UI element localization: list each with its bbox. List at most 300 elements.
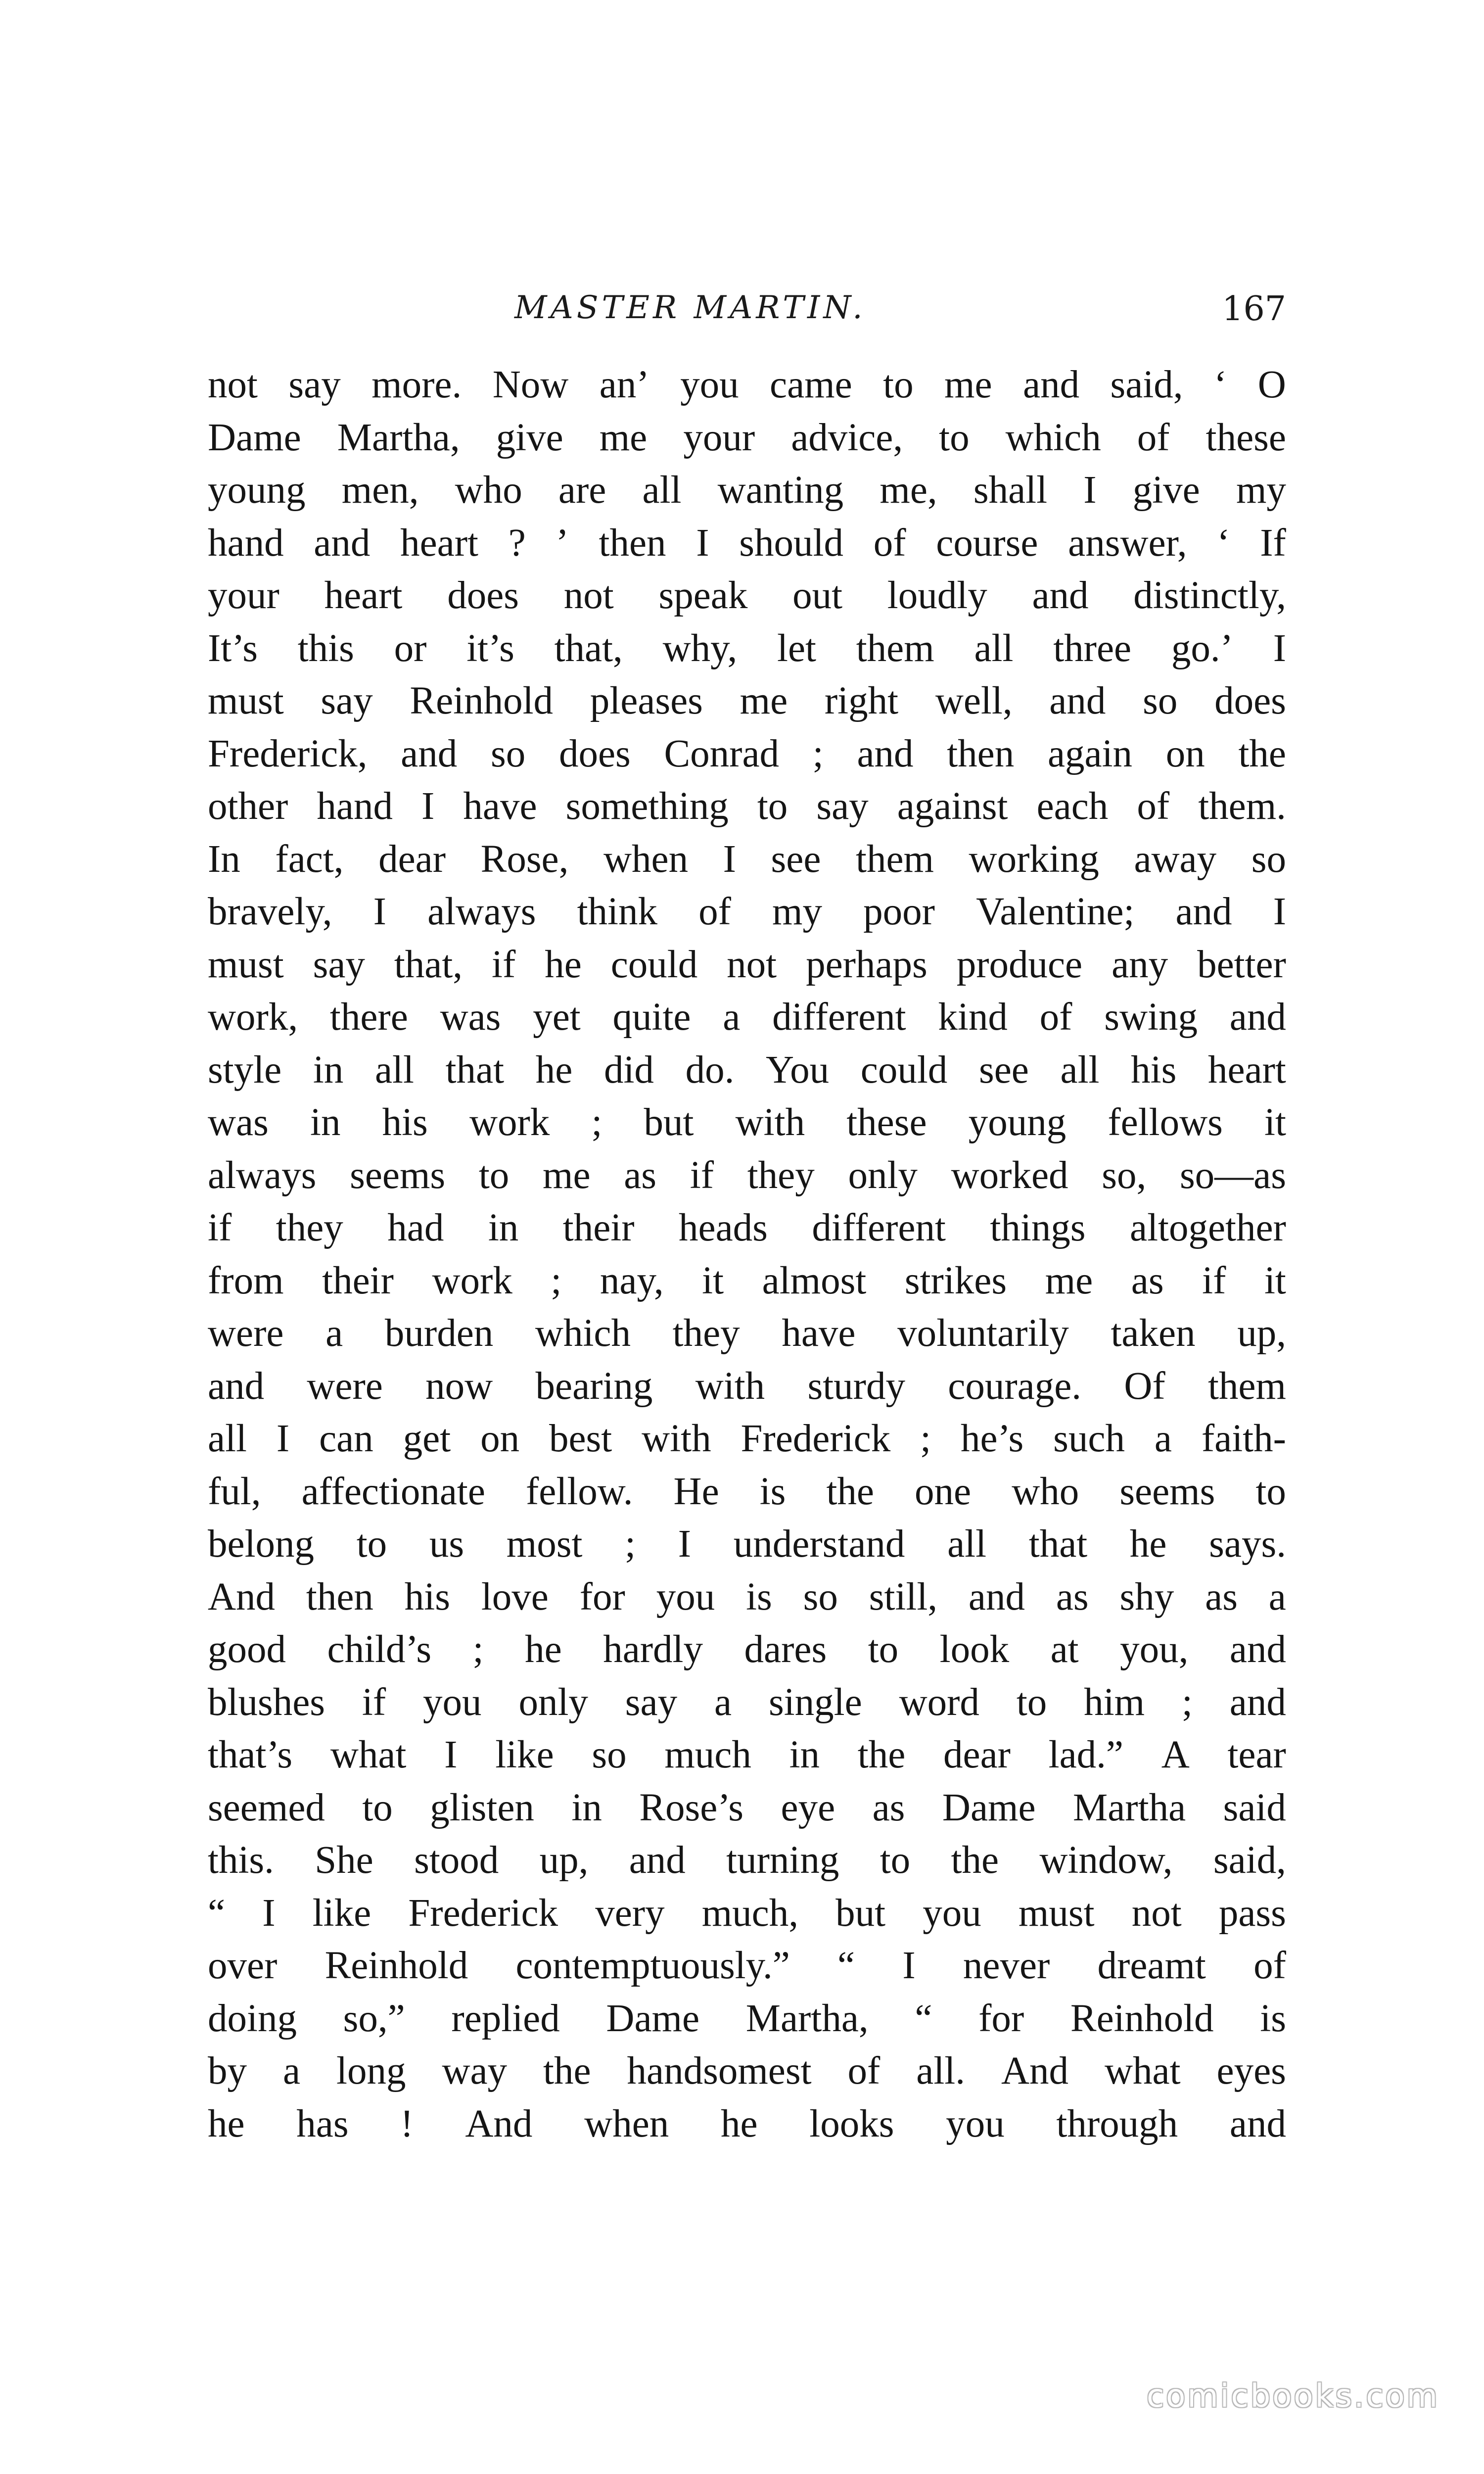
word: love bbox=[481, 1575, 549, 1618]
word: voluntarily bbox=[897, 1312, 1069, 1355]
word: right bbox=[824, 679, 899, 722]
text-line bbox=[208, 1887, 1286, 1940]
word: I bbox=[1273, 626, 1286, 670]
word: work, bbox=[208, 996, 298, 1039]
word: shy bbox=[1119, 1575, 1174, 1618]
word: “ bbox=[208, 1891, 226, 1935]
word: Rose’s bbox=[639, 1786, 744, 1829]
word: perhaps bbox=[806, 943, 928, 986]
word: and bbox=[857, 732, 914, 775]
word: something bbox=[565, 785, 729, 828]
word: almost bbox=[762, 1259, 867, 1302]
word: Frederick, bbox=[208, 732, 368, 775]
word: hand bbox=[317, 785, 393, 828]
word: see bbox=[978, 1048, 1029, 1092]
word: to bbox=[362, 1786, 393, 1829]
word: heart bbox=[1207, 1048, 1286, 1092]
word: ‘ bbox=[1214, 363, 1227, 406]
word: with bbox=[735, 1101, 805, 1144]
word: wanting bbox=[717, 469, 844, 512]
word: as bbox=[1205, 1575, 1238, 1618]
word: have bbox=[463, 785, 537, 828]
word: that, bbox=[394, 943, 463, 986]
word: style bbox=[208, 1048, 282, 1092]
text-line bbox=[208, 728, 1286, 781]
word: shall bbox=[973, 469, 1048, 512]
word: of bbox=[698, 890, 731, 933]
word: hardly bbox=[603, 1628, 703, 1671]
word: their bbox=[562, 1206, 635, 1249]
word: always bbox=[427, 890, 536, 933]
word: replied bbox=[451, 1997, 560, 2040]
word: of bbox=[1253, 1944, 1286, 1987]
word: a bbox=[1154, 1417, 1172, 1460]
word: speak bbox=[658, 574, 748, 617]
word: Dame bbox=[606, 1997, 700, 2040]
word: ; bbox=[472, 1628, 484, 1671]
word: that bbox=[445, 1048, 505, 1092]
word: window, bbox=[1039, 1839, 1173, 1882]
word: he’s bbox=[960, 1417, 1024, 1460]
word: altogether bbox=[1130, 1206, 1286, 1249]
word: long bbox=[336, 2049, 406, 2093]
word: or bbox=[394, 626, 427, 670]
word: your bbox=[683, 416, 755, 459]
text-line bbox=[208, 1255, 1286, 1308]
word: of bbox=[1137, 785, 1170, 828]
word: much bbox=[664, 1733, 751, 1776]
text-line bbox=[208, 1571, 1286, 1624]
word: Martha, bbox=[337, 416, 460, 459]
word: so bbox=[803, 1575, 838, 1618]
word: the bbox=[826, 1470, 874, 1513]
word: ; bbox=[625, 1522, 636, 1566]
word: answer, bbox=[1068, 521, 1187, 565]
word: still, bbox=[869, 1575, 938, 1618]
word: all bbox=[947, 1522, 987, 1566]
word: me bbox=[740, 679, 788, 722]
word: say bbox=[321, 679, 373, 722]
word: a bbox=[714, 1680, 732, 1724]
text-line bbox=[208, 1096, 1286, 1149]
word: these bbox=[1206, 416, 1286, 459]
text-line bbox=[208, 2045, 1286, 2098]
word: like bbox=[495, 1733, 554, 1776]
word: sturdy bbox=[807, 1364, 905, 1408]
word: Reinhold bbox=[325, 1944, 468, 1987]
word: as bbox=[624, 1153, 657, 1197]
word: in bbox=[313, 1048, 344, 1092]
word: so bbox=[1251, 837, 1286, 881]
word: to bbox=[478, 1153, 510, 1197]
word: “ bbox=[837, 1944, 855, 1987]
text-line bbox=[208, 991, 1286, 1044]
word: men, bbox=[341, 469, 419, 512]
word: an’ bbox=[599, 363, 649, 406]
word: things bbox=[990, 1206, 1086, 1249]
word: me, bbox=[880, 469, 937, 512]
word: And bbox=[465, 2102, 533, 2145]
word: that, bbox=[554, 626, 623, 670]
text-line bbox=[208, 2098, 1286, 2151]
word: seems bbox=[350, 1153, 446, 1197]
word: eye bbox=[781, 1786, 835, 1829]
text-line bbox=[208, 1149, 1286, 1202]
text-line bbox=[208, 780, 1286, 833]
word: Of bbox=[1124, 1364, 1165, 1408]
word: then bbox=[306, 1575, 373, 1618]
word: I bbox=[421, 785, 435, 828]
word: and bbox=[629, 1839, 686, 1882]
word: look bbox=[939, 1628, 1010, 1671]
word: then bbox=[947, 732, 1015, 775]
word: this bbox=[297, 626, 354, 670]
word: well, bbox=[935, 679, 1013, 722]
word: I bbox=[723, 837, 736, 881]
word: courage. bbox=[948, 1364, 1082, 1408]
word: now bbox=[425, 1364, 493, 1408]
word: Valentine; bbox=[976, 890, 1135, 933]
word: say bbox=[288, 363, 341, 406]
word: It’s bbox=[208, 626, 258, 670]
word: child’s bbox=[327, 1628, 432, 1671]
word: me bbox=[599, 416, 648, 459]
text-line bbox=[208, 1729, 1286, 1782]
word: your bbox=[208, 574, 279, 617]
word: to bbox=[880, 1839, 911, 1882]
word: he bbox=[720, 2102, 758, 2145]
word: says. bbox=[1209, 1522, 1286, 1566]
word: If bbox=[1260, 521, 1286, 565]
word: to bbox=[356, 1522, 387, 1566]
word: burden bbox=[384, 1312, 494, 1355]
word: in bbox=[310, 1101, 341, 1144]
word: can bbox=[319, 1417, 373, 1460]
word: so bbox=[1143, 679, 1178, 722]
word: and bbox=[208, 1364, 265, 1408]
word: a bbox=[282, 2049, 301, 2093]
word: and bbox=[1229, 2102, 1286, 2145]
page-number: 167 bbox=[1222, 289, 1286, 329]
word: were bbox=[208, 1312, 284, 1355]
word: does bbox=[558, 732, 631, 775]
word: only bbox=[848, 1153, 918, 1197]
word: heads bbox=[679, 1206, 768, 1249]
word: not bbox=[563, 574, 614, 617]
word: they bbox=[747, 1153, 815, 1197]
word: bravely, bbox=[208, 890, 332, 933]
word: any bbox=[1112, 943, 1168, 986]
word: I bbox=[262, 1891, 276, 1935]
word: best bbox=[549, 1417, 612, 1460]
word: glisten bbox=[430, 1786, 534, 1829]
text-line bbox=[208, 675, 1286, 728]
word: looks bbox=[809, 2102, 894, 2145]
word: to bbox=[868, 1628, 899, 1671]
word: contemptuously.” bbox=[515, 1944, 790, 1987]
word: get bbox=[403, 1417, 451, 1460]
word: fact, bbox=[275, 837, 344, 881]
word: as bbox=[872, 1786, 905, 1829]
word: faith- bbox=[1201, 1417, 1286, 1460]
word: me bbox=[1045, 1259, 1093, 1302]
word: ful, bbox=[208, 1470, 261, 1513]
word: said, bbox=[1110, 363, 1183, 406]
text-line bbox=[208, 1993, 1286, 2046]
text-line bbox=[208, 570, 1286, 622]
word: each bbox=[1036, 785, 1109, 828]
word: way bbox=[442, 2049, 508, 2093]
word: why, bbox=[662, 626, 738, 670]
text-line bbox=[208, 1360, 1286, 1413]
word: through bbox=[1056, 2102, 1178, 2145]
watermark-logo: comicbooks.com bbox=[1146, 2378, 1439, 2415]
word: which bbox=[1005, 416, 1101, 459]
text-line bbox=[208, 412, 1286, 465]
word: had bbox=[387, 1206, 444, 1249]
word: all bbox=[642, 469, 682, 512]
text-line bbox=[208, 1202, 1286, 1255]
word: the bbox=[1238, 732, 1286, 775]
word: say bbox=[313, 943, 365, 986]
word: him bbox=[1084, 1680, 1145, 1724]
word: it’s bbox=[466, 626, 514, 670]
word: “ bbox=[915, 1997, 932, 2040]
text-line bbox=[208, 833, 1286, 886]
word: in bbox=[571, 1786, 602, 1829]
word: much, bbox=[701, 1891, 798, 1935]
word: from bbox=[208, 1259, 284, 1302]
word: could bbox=[860, 1048, 948, 1092]
word: distinctly, bbox=[1133, 574, 1286, 617]
word: say bbox=[816, 785, 869, 828]
word: should bbox=[739, 521, 843, 565]
word: that’s bbox=[208, 1733, 293, 1776]
word: always bbox=[208, 1153, 317, 1197]
text-line bbox=[208, 517, 1286, 570]
text-line bbox=[208, 1676, 1286, 1729]
word: them bbox=[856, 626, 934, 670]
word: ; bbox=[1181, 1680, 1193, 1724]
word: came bbox=[770, 363, 852, 406]
word: with bbox=[642, 1417, 711, 1460]
word: swing bbox=[1104, 996, 1198, 1039]
word: ? bbox=[508, 521, 526, 565]
word: I bbox=[276, 1417, 290, 1460]
word: course bbox=[936, 521, 1038, 565]
text-line bbox=[208, 939, 1286, 992]
word: ’ bbox=[556, 521, 569, 565]
word: let bbox=[777, 626, 816, 670]
word: poor bbox=[863, 890, 935, 933]
text-line bbox=[208, 1518, 1286, 1571]
word: to bbox=[757, 785, 788, 828]
word: produce bbox=[956, 943, 1083, 986]
word: of bbox=[1039, 996, 1072, 1039]
word: work bbox=[432, 1259, 512, 1302]
word: single bbox=[768, 1680, 862, 1724]
word: on bbox=[480, 1417, 520, 1460]
word: and bbox=[1032, 574, 1089, 617]
word: and bbox=[1023, 363, 1080, 406]
word: dear bbox=[378, 837, 446, 881]
word: yet bbox=[533, 996, 581, 1039]
word: Martha bbox=[1073, 1786, 1186, 1829]
word: he bbox=[1129, 1522, 1167, 1566]
word: as bbox=[1131, 1259, 1164, 1302]
word: has bbox=[296, 2102, 349, 2145]
word: it bbox=[1264, 1101, 1286, 1144]
word: A bbox=[1161, 1733, 1190, 1776]
word: other bbox=[208, 785, 288, 828]
word: give bbox=[1132, 469, 1200, 512]
word: Dame bbox=[208, 416, 301, 459]
word: I bbox=[678, 1522, 692, 1566]
word: understand bbox=[733, 1522, 905, 1566]
text-line bbox=[208, 1940, 1286, 1993]
word: of bbox=[873, 521, 906, 565]
word: who bbox=[1012, 1470, 1079, 1513]
word: strikes bbox=[904, 1259, 1007, 1302]
word: working bbox=[969, 837, 1099, 881]
word: to bbox=[1016, 1680, 1047, 1724]
word: Reinhold bbox=[410, 679, 554, 722]
word: his bbox=[1131, 1048, 1177, 1092]
word: worked bbox=[951, 1153, 1068, 1197]
word: they bbox=[276, 1206, 343, 1249]
word: his bbox=[404, 1575, 450, 1618]
word: do. bbox=[685, 1048, 735, 1092]
word: were bbox=[307, 1364, 383, 1408]
word: dares bbox=[744, 1628, 827, 1671]
word: to bbox=[939, 416, 970, 459]
word: you bbox=[946, 2102, 1005, 2145]
word: heart bbox=[400, 521, 478, 565]
word: to bbox=[883, 363, 914, 406]
word: She bbox=[315, 1839, 373, 1882]
word: by bbox=[208, 2049, 247, 2093]
word: nay, bbox=[600, 1259, 664, 1302]
word: I bbox=[1273, 890, 1286, 933]
word: so, bbox=[1102, 1153, 1147, 1197]
word: he bbox=[535, 1048, 573, 1092]
word: does bbox=[447, 574, 519, 617]
word: ; bbox=[551, 1259, 562, 1302]
word: doing bbox=[208, 1997, 297, 2040]
word: eyes bbox=[1216, 2049, 1286, 2093]
running-title: MASTER MARTIN. bbox=[514, 289, 866, 326]
word: them. bbox=[1198, 785, 1286, 828]
word: ; bbox=[920, 1417, 931, 1460]
word: Reinhold bbox=[1070, 1997, 1214, 2040]
word: who bbox=[455, 469, 522, 512]
word: and bbox=[1229, 1680, 1286, 1724]
word: could bbox=[610, 943, 698, 986]
word: more. bbox=[371, 363, 462, 406]
word: said bbox=[1223, 1786, 1286, 1829]
word: heart bbox=[324, 574, 403, 617]
word: when bbox=[603, 837, 689, 881]
word: say bbox=[625, 1680, 678, 1724]
word: bearing bbox=[535, 1364, 653, 1408]
word: In bbox=[208, 837, 240, 881]
word: Conrad bbox=[664, 732, 780, 775]
word: pleases bbox=[590, 679, 703, 722]
text-line bbox=[208, 1307, 1286, 1360]
word: me bbox=[944, 363, 992, 406]
word: not bbox=[727, 943, 777, 986]
word: turning bbox=[726, 1839, 839, 1882]
word: Now bbox=[492, 363, 569, 406]
word: and bbox=[401, 732, 458, 775]
word: if bbox=[492, 943, 516, 986]
word: stood bbox=[414, 1839, 499, 1882]
running-head bbox=[208, 289, 1286, 334]
word: all bbox=[374, 1048, 414, 1092]
word: and bbox=[1049, 679, 1106, 722]
word: out bbox=[792, 574, 843, 617]
word: up, bbox=[1237, 1312, 1286, 1355]
word: if bbox=[1202, 1259, 1226, 1302]
word: them bbox=[1207, 1364, 1286, 1408]
word: the bbox=[951, 1839, 999, 1882]
word: for bbox=[978, 1997, 1024, 2040]
word: to bbox=[1255, 1470, 1286, 1513]
word: did bbox=[603, 1048, 654, 1092]
text-line bbox=[208, 1044, 1286, 1097]
word: word bbox=[899, 1680, 979, 1724]
word: is bbox=[759, 1470, 786, 1513]
text-line bbox=[208, 464, 1286, 517]
word: one bbox=[915, 1470, 972, 1513]
word: go.’ bbox=[1171, 626, 1233, 670]
word: over bbox=[208, 1944, 278, 1987]
word: against bbox=[897, 785, 1008, 828]
word: at bbox=[1050, 1628, 1079, 1671]
word: of bbox=[847, 2049, 881, 2093]
word: it bbox=[1264, 1259, 1286, 1302]
word: Frederick bbox=[741, 1417, 891, 1460]
word: most bbox=[506, 1522, 583, 1566]
word: are bbox=[558, 469, 606, 512]
word: away bbox=[1134, 837, 1217, 881]
word: I bbox=[444, 1733, 458, 1776]
word: if bbox=[208, 1206, 232, 1249]
word: all bbox=[208, 1417, 247, 1460]
word: up, bbox=[539, 1839, 589, 1882]
word: I bbox=[696, 521, 709, 565]
word: see bbox=[771, 837, 821, 881]
word: the bbox=[543, 2049, 591, 2093]
word: fellow. bbox=[526, 1470, 633, 1513]
word: all bbox=[974, 626, 1014, 670]
word: tear bbox=[1227, 1733, 1286, 1776]
word: all. bbox=[916, 2049, 965, 2093]
text-line bbox=[208, 1834, 1286, 1887]
word: he bbox=[525, 1628, 562, 1671]
word: does bbox=[1214, 679, 1286, 722]
word: good bbox=[208, 1628, 286, 1671]
text-line bbox=[208, 359, 1286, 412]
word: was bbox=[440, 996, 501, 1039]
word: and bbox=[1175, 890, 1232, 933]
word: a bbox=[325, 1312, 343, 1355]
word: hand bbox=[208, 521, 284, 565]
word: I bbox=[902, 1944, 916, 1987]
word: there bbox=[329, 996, 408, 1039]
word: taken bbox=[1111, 1312, 1196, 1355]
word: that bbox=[1028, 1522, 1088, 1566]
